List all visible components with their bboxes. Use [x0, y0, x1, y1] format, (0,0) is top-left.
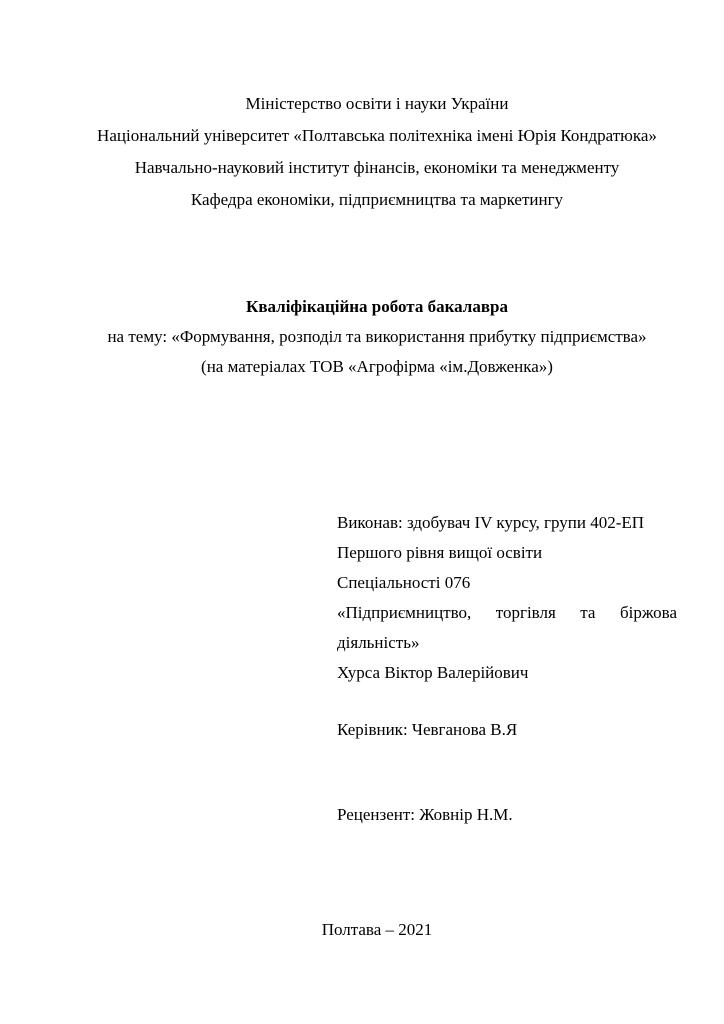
reviewer-line: Рецензент: Жовнір Н.М. [337, 805, 513, 824]
performed-by-line: Виконав: здобувач IV курсу, групи 402-ЕП [337, 513, 645, 532]
supervisor-line: Керівник: Чевганова В.Я [337, 720, 518, 739]
specialty-name-line-1: «Підприємництво, торгівля та біржова [337, 603, 677, 622]
department-line: Кафедра економіки, підприємництва та маркетингу [190, 190, 564, 209]
ministry-line: Міністерство освіти і науки України [245, 94, 509, 113]
specialty-name-line-2: діяльність» [337, 633, 420, 652]
institute-line: Навчально-науковий інститут фінансів, економіки та менеджменту [134, 158, 620, 177]
topic-line: на тему: «Формування, розподіл та використання прибутку підприємства» [107, 327, 647, 346]
title-block [90, 292, 664, 382]
degree-level-line: Першого рівня вищої освіти [337, 543, 543, 562]
header-block [90, 88, 664, 216]
specialty-line: Спеціальності 076 [337, 573, 471, 592]
work-title: Кваліфікаційна робота бакалавра [246, 297, 508, 316]
author-block [337, 508, 677, 830]
author-name-line: Хурса Віктор Валерійович [337, 663, 529, 682]
materials-line: (на матеріалах ТОВ «Агрофірма «ім.Довженка») [201, 357, 553, 376]
university-line: Національний університет «Полтавська політехніка імені Юрія Кондратюка» [97, 126, 657, 145]
city-year-line: Полтава – 2021 [321, 920, 433, 939]
